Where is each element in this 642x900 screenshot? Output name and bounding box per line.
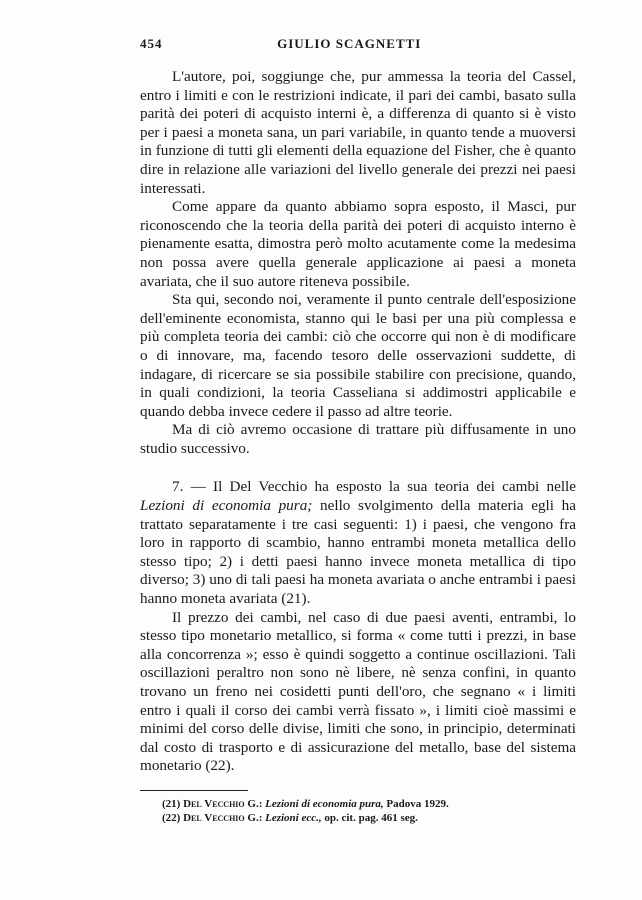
footnote-rest: op. cit. pag. 461 seg.	[321, 811, 418, 824]
footnote-author: Del Vecchio G.:	[183, 811, 263, 824]
page-number: 454	[140, 36, 163, 51]
footnote-title: Lezioni di economia pura,	[265, 797, 384, 810]
footnote-rule	[140, 790, 248, 791]
footnote-author: Del Vecchio G.:	[183, 797, 263, 810]
footnote-22	[140, 811, 576, 825]
paragraph-1: L'autore, poi, soggiunge che, pur ammessa la teoria del Cassel, entro i limiti e con le restrizioni indicate, il pari dei cambi, basato sulla parità dei poteri di acquisto interni è, a differenza di quanto si è visto per i paesi a moneta sana, un pari variabile, in quanto tende a muoversi in funzione di tutti gli elementi della equazione del Fisher, che è quanto dire in relazione alle variazioni del livello generale dei prezzi nei paesi interessati.	[140, 68, 576, 197]
page-content	[140, 36, 576, 825]
footnote-title: Lezioni ecc.,	[265, 811, 322, 824]
paragraph-4: Ma di ciò avremo occasione di trattare più diffusamente in uno studio successivo.	[140, 421, 576, 457]
section-7-rest: nello svolgimento della materia egli ha trattato separatamente i tre casi seguenti: 1) i paesi, che vengono fra loro in rapporto di scambio, hanno entrambi moneta metallica dello stesso tipo; 2) i detti paesi hanno invece moneta metallica di tipo diverso; 3) uno di tali paesi ha moneta avariata o anche entrambi i paesi hanno moneta avariata (21).	[140, 497, 576, 608]
footnote-rest: Padova 1929.	[383, 797, 449, 810]
section-7-paragraph-2: Il prezzo dei cambi, nel caso di due paesi aventi, entrambi, lo stesso tipo monetario metallico, si forma « come tutti i prezzi, in base alla concorrenza »; esso è quindi soggetto a continue oscillazioni. Tali oscillazioni peraltro non sono nè libere, nè senza confini, in quanto trovano un freno nei cosidetti punti dell'oro, che segnano « i limiti entro i quali il corso dei cambi verrà fissato », i limiti cioè massimi e minimi del corso delle divise, limiti che sono, in principio, determinati dal costo di trasporto e di assicurazione del metallo, base del sistema monetario (22).	[140, 608, 576, 775]
paragraph-3: Sta qui, secondo noi, veramente il punto centrale dell'esposizione dell'eminente economista, stanno qui le basi per una più complessa e più completa teoria dei cambi: ciò che occorre qui non è di modificare o di innovare, ma, facendo tesoro delle osservazioni suddette, di indagare, di ricercare se sia possibile stabilire con precisione, quando, in quali condizioni, la teoria Casseliana si addimostri applicabile e quando debba invece cedere il passo ad altre teorie.	[140, 291, 576, 420]
footnote-21	[140, 797, 576, 811]
footnote-number: (21)	[162, 797, 181, 810]
footnote-number: (22)	[162, 811, 181, 824]
book-title: Lezioni di economia pura;	[140, 497, 313, 515]
paragraph-2: Come appare da quanto abbiamo sopra esposto, il Masci, pur riconoscendo che la teoria della parità dei poteri di acquisto interno è pienamente esatta, dimostra però molto acutamente come la medesima non possa avere quella generale applicazione ai paesi a moneta avariata, che il suo autore riteneva possibile.	[140, 198, 576, 290]
body-text	[140, 68, 576, 776]
running-header	[140, 36, 576, 52]
section-7-paragraph	[140, 478, 576, 608]
running-title: GIULIO SCAGNETTI	[277, 36, 422, 51]
footnotes	[140, 797, 576, 825]
section-7-lead: 7. — Il Del Vecchio ha esposto la sua teoria dei cambi nelle	[172, 478, 576, 496]
